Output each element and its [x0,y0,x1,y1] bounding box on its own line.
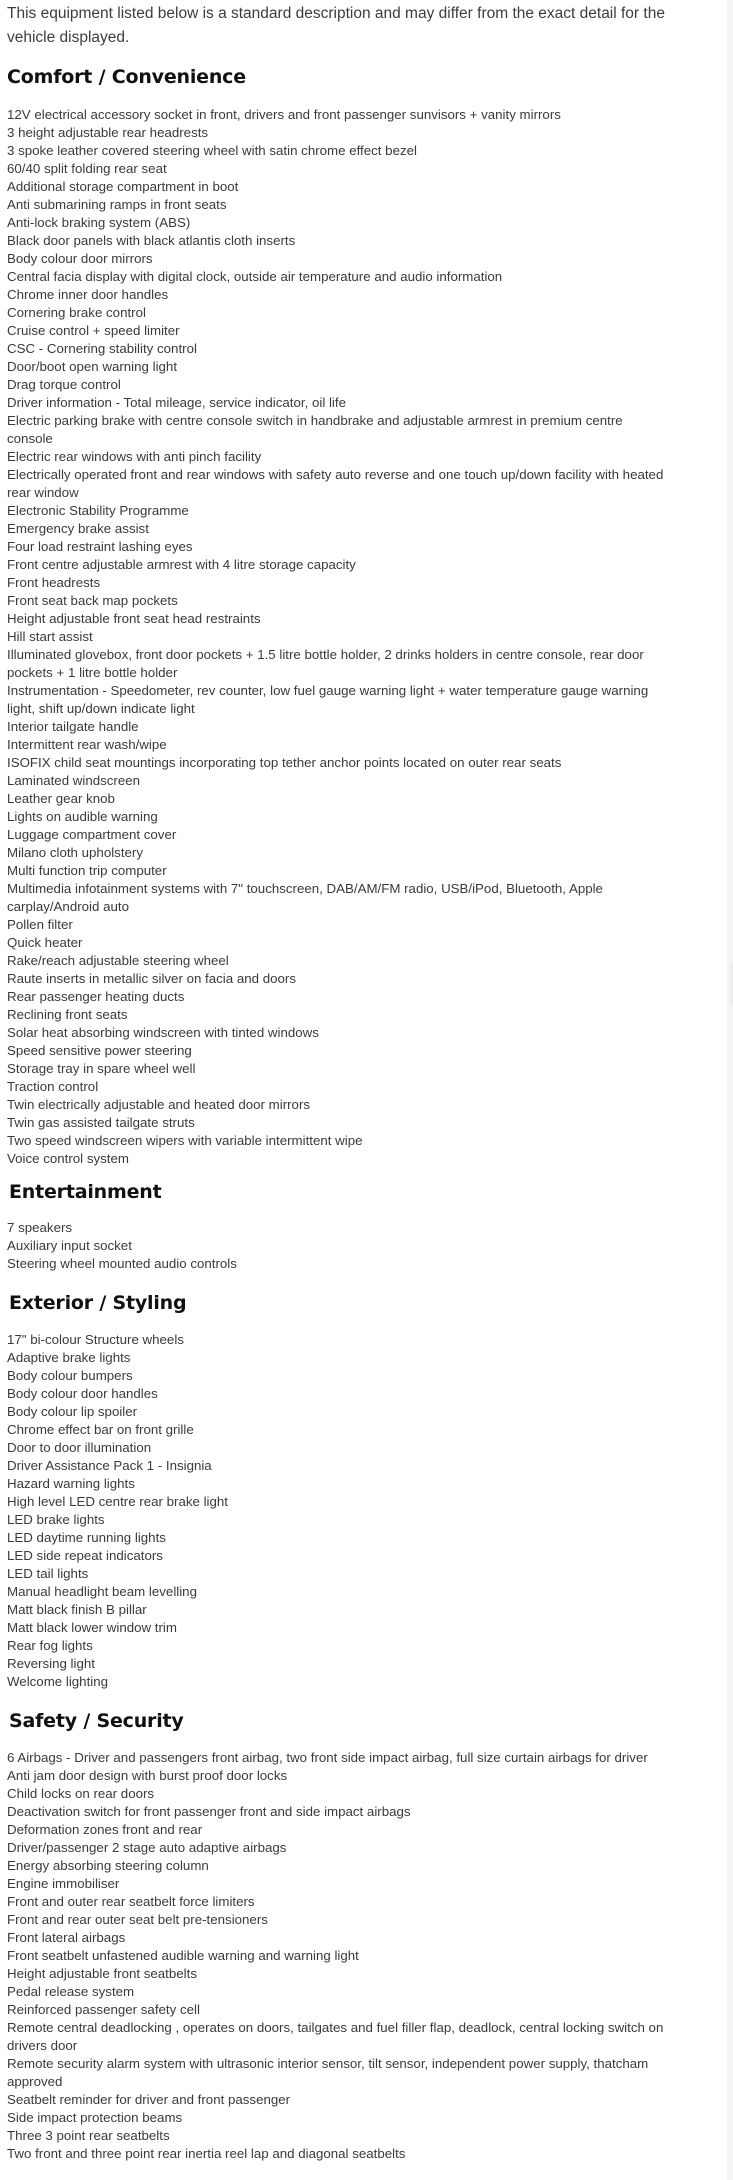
list-item: Front centre adjustable armrest with 4 litre storage capacity [7,557,356,572]
list-item: Driver/passenger 2 stage auto adaptive airbags [7,1840,287,1855]
list-item: Voice control system [7,1151,129,1166]
list-item: Front headrests [7,575,101,590]
list-item: Door/boot open warning light [7,359,178,374]
list-item: Driver information - Total mileage, service indicator, oil life [7,395,346,410]
list-item: Electrically operated front and rear windows with safety auto reverse and one touch up/down facility with heated rear window [7,467,664,500]
list-item: Front seatbelt unfastened audible warning and warning light [7,1948,359,1963]
list-item: Driver Assistance Pack 1 - Insignia [7,1458,212,1473]
list-item: Storage tray in spare wheel well [7,1061,196,1076]
list-item: Black door panels with black atlantis cloth inserts [7,233,296,248]
list-item: 17" bi-colour Structure wheels [7,1332,184,1347]
list-item: Twin electrically adjustable and heated door mirrors [7,1097,311,1112]
list-item: Leather gear knob [7,791,115,806]
list-item: Illuminated glovebox, front door pockets + 1.5 litre bottle holder, 2 drinks holders in centre console, rear door pockets + 1 litre bottle holder [7,647,644,680]
list-item: Energy absorbing steering column [7,1858,209,1873]
list-item: Remote central deadlocking , operates on doors, tailgates and fuel filler flap, deadlock, central locking switch on drivers door [7,2020,664,2053]
list-item: Child locks on rear doors [7,1786,155,1801]
list-item: Two front and three point rear inertia reel lap and diagonal seatbelts [7,2146,406,2161]
list-safety [7,1749,672,2163]
list-item: Interior tailgate handle [7,719,139,734]
list-item: Pollen filter [7,917,73,932]
list-item: Electric rear windows with anti pinch facility [7,449,262,464]
list-item: Welcome lighting [7,1674,109,1689]
list-item: Four load restraint lashing eyes [7,539,193,554]
list-item: Front lateral airbags [7,1930,126,1945]
list-item: Body colour lip spoiler [7,1404,138,1419]
list-item: Luggage compartment cover [7,827,177,842]
list-item: Front and outer rear seatbelt force limiters [7,1894,255,1909]
list-item: 3 spoke leather covered steering wheel with satin chrome effect bezel [7,143,417,158]
section-title-entertainment: Entertainment [9,1181,162,1203]
list-item: Multimedia infotainment systems with 7" touchscreen, DAB/AM/FM radio, USB/iPod, Bluetooth, Apple carplay/Android auto [7,881,603,914]
list-item: Laminated windscreen [7,773,141,788]
list-exterior [7,1331,672,1691]
list-item: Three 3 point rear seatbelts [7,2128,170,2143]
list-item: 60/40 split folding rear seat [7,161,167,176]
list-item: Steering wheel mounted audio controls [7,1256,237,1271]
section-title-exterior: Exterior / Styling [9,1292,187,1314]
list-item: Deactivation switch for front passenger front and side impact airbags [7,1804,411,1819]
list-item: LED brake lights [7,1512,105,1527]
list-item: 3 height adjustable rear headrests [7,125,209,140]
list-item: Drag torque control [7,377,121,392]
list-item: Milano cloth upholstery [7,845,143,860]
list-item: Electric parking brake with centre console switch in handbrake and adjustable armrest in premium centre console [7,413,623,446]
list-item: Instrumentation - Speedometer, rev counter, low fuel gauge warning light + water temperature gauge warning light, shift up/down indicate light [7,683,649,716]
list-item: Reinforced passenger safety cell [7,2002,200,2017]
section-title-comfort: Comfort / Convenience [7,66,246,88]
list-item: Body colour door mirrors [7,251,153,266]
list-item: Manual headlight beam levelling [7,1584,197,1599]
list-item: Anti jam door design with burst proof door locks [7,1768,288,1783]
list-item: Door to door illumination [7,1440,152,1455]
list-item: Reversing light [7,1656,95,1671]
list-item: Electronic Stability Programme [7,503,189,518]
list-item: ISOFIX child seat mountings incorporating top tether anchor points located on outer rear seats [7,755,562,770]
list-item: Matt black finish B pillar [7,1602,147,1617]
list-entertainment [7,1219,672,1273]
list-item: Pedal release system [7,1984,135,1999]
list-item: Body colour door handles [7,1386,158,1401]
list-item: Side impact protection beams [7,2110,183,2125]
list-item: Remote security alarm system with ultrasonic interior sensor, tilt sensor, independent power supply, thatcham approved [7,2056,649,2089]
list-item: Twin gas assisted tailgate struts [7,1115,195,1130]
list-item: Seatbelt reminder for driver and front passenger [7,2092,291,2107]
list-item: Cornering brake control [7,305,146,320]
list-item: LED side repeat indicators [7,1548,163,1563]
list-item: Reclining front seats [7,1007,128,1022]
list-item: 12V electrical accessory socket in front, drivers and front passenger sunvisors + vanity mirrors [7,107,561,122]
list-item: Central facia display with digital clock, outside air temperature and audio information [7,269,503,284]
list-item: 6 Airbags - Driver and passengers front airbag, two front side impact airbag, full size curtain airbags for driver [7,1750,648,1765]
list-item: Matt black lower window trim [7,1620,177,1635]
list-item: 7 speakers [7,1220,73,1235]
scrollbar-track[interactable] [727,0,733,2180]
list-item: Multi function trip computer [7,863,167,878]
list-item: Engine immobiliser [7,1876,120,1891]
list-item: CSC - Cornering stability control [7,341,197,356]
list-item: Front and rear outer seat belt pre-tensioners [7,1912,268,1927]
list-item: Front seat back map pockets [7,593,178,608]
list-item: Rear fog lights [7,1638,93,1653]
list-item: Hill start assist [7,629,93,644]
list-item: Additional storage compartment in boot [7,179,239,194]
section-title-safety: Safety / Security [9,1710,184,1732]
list-item: Chrome inner door handles [7,287,169,302]
list-item: Raute inserts in metallic silver on facia and doors [7,971,296,986]
list-item: Anti submarining ramps in front seats [7,197,227,212]
list-item: Emergency brake assist [7,521,149,536]
list-item: Intermittent rear wash/wipe [7,737,167,752]
list-item: Chrome effect bar on front grille [7,1422,194,1437]
intro-text: This equipment listed below is a standard description and may differ from the exact detail for the vehicle displayed. [7,5,665,46]
list-item: Speed sensitive power steering [7,1043,192,1058]
list-item: LED daytime running lights [7,1530,166,1545]
list-item: LED tail lights [7,1566,89,1581]
list-item: Cruise control + speed limiter [7,323,180,338]
list-item: Height adjustable front seatbelts [7,1966,197,1981]
list-item: Deformation zones front and rear [7,1822,203,1837]
list-item: Traction control [7,1079,99,1094]
list-item: Quick heater [7,935,83,950]
list-item: Auxiliary input socket [7,1238,132,1253]
list-item: Rake/reach adjustable steering wheel [7,953,229,968]
list-item: Body colour bumpers [7,1368,133,1383]
list-item: Hazard warning lights [7,1476,135,1491]
list-item: Two speed windscreen wipers with variable intermittent wipe [7,1133,363,1148]
list-item: Anti-lock braking system (ABS) [7,215,191,230]
list-item: Adaptive brake lights [7,1350,131,1365]
list-item: Lights on audible warning [7,809,158,824]
list-item: Height adjustable front seat head restraints [7,611,261,626]
list-item: Rear passenger heating ducts [7,989,185,1004]
list-item: High level LED centre rear brake light [7,1494,228,1509]
list-comfort [7,106,672,1168]
list-item: Solar heat absorbing windscreen with tinted windows [7,1025,319,1040]
